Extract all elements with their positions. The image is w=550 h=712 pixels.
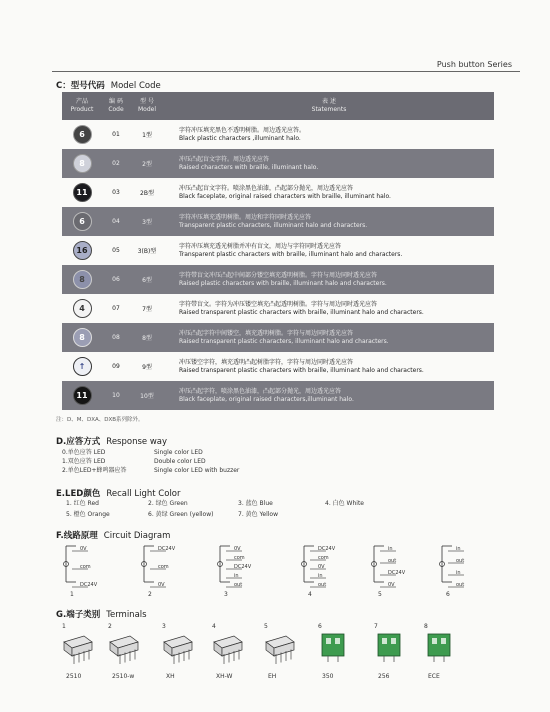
- response-item-en: Single color LED with buzzer: [154, 467, 240, 474]
- product-cell: [62, 212, 102, 231]
- statement-cn: 字符带盲文冲压凸起中间部分镂空填充透明树脂。字符与周边同时透光应答: [179, 271, 378, 279]
- header-rule: [52, 71, 520, 72]
- model-cell: 10型: [140, 393, 154, 400]
- table-row: [62, 352, 494, 381]
- table-row: [62, 323, 494, 352]
- section-d-title: [56, 435, 167, 447]
- col-product-cn: 产品: [75, 98, 88, 105]
- col-model-en: Model: [137, 106, 156, 113]
- model-cell: 9型: [142, 364, 152, 371]
- response-item-en: Double color LED: [154, 458, 206, 465]
- table-row: [62, 120, 494, 149]
- code-cell: 10: [112, 392, 120, 399]
- terminal-block-icon: [322, 634, 344, 656]
- product-cell: [62, 125, 102, 144]
- circuit-diagram: [142, 546, 176, 598]
- circuit-diagram: [372, 546, 406, 598]
- circuit-label: com: [158, 564, 169, 570]
- col-product: [62, 92, 102, 120]
- response-list-en: [154, 448, 239, 475]
- product-cell: [62, 270, 102, 289]
- terminal-name: ECE: [428, 673, 440, 680]
- product-cell: [62, 386, 102, 405]
- product-cell: [62, 241, 102, 260]
- push-button-icon: 6: [73, 212, 92, 231]
- statement-en: Raised transparent plastic characters, illuminant halo and characters.: [179, 337, 389, 345]
- circuit-label: DC24V: [388, 570, 406, 576]
- statement-cn: 冲压凸起盲文字符。周边透光应答: [179, 155, 270, 163]
- model-cell: 6型: [142, 277, 152, 284]
- statement-cn: 冲压凸起字符，喷涂黑色油漆，凸起部分抛光，周边透光应答: [179, 387, 342, 395]
- section-g-title: [56, 608, 147, 620]
- circuit-label: out: [456, 582, 465, 588]
- led-color-6: 6. 黄绿 Green (yellow): [148, 511, 214, 518]
- statement-en: Raised transparent plastic characters with braille, illuminant halo and characters.: [179, 308, 424, 316]
- terminal-name: 256: [378, 673, 390, 680]
- section-g-title-cn: G.端子类别: [56, 610, 101, 620]
- push-button-icon: 6: [73, 125, 92, 144]
- circuit-label: in: [456, 570, 461, 576]
- circuit-number: 6: [446, 591, 450, 598]
- col-code-en: Code: [108, 106, 124, 113]
- led-color-5: 5. 橙色 Orange: [66, 511, 110, 518]
- code-cell: 02: [112, 160, 120, 167]
- statement-cn: 字符冲压填充透明树脂。周边和字符同时透光应答: [179, 213, 312, 221]
- product-cell: [62, 328, 102, 347]
- terminal-number: 1: [62, 623, 66, 630]
- circuit-diagram: [440, 546, 465, 598]
- circuit-label: 0V: [80, 546, 87, 552]
- circuit-label: DC24V: [234, 564, 252, 570]
- circuit-number: 2: [148, 591, 152, 598]
- circuit-label: in: [456, 546, 461, 552]
- push-button-icon: 8: [73, 154, 92, 173]
- terminal-number: 6: [318, 623, 322, 630]
- statement-cn: 冲压凸起字符中间镂空，填充透明树脂。字符与周边同时透光应答: [179, 329, 354, 337]
- statement-en: Raised transparent plastic characters with braille, illuminant halo and characters.: [179, 366, 424, 374]
- table-row: [62, 149, 494, 178]
- response-item-en: Single color LED: [154, 449, 203, 456]
- code-cell: 09: [112, 363, 120, 370]
- circuit-label: DC24V: [80, 582, 98, 588]
- product-cell: [62, 357, 102, 376]
- product-cell: [62, 154, 102, 173]
- terminal-number: 5: [264, 623, 268, 630]
- product-cell: [62, 299, 102, 318]
- terminal-number: 7: [374, 623, 378, 630]
- terminal-name: 2510-w: [112, 673, 135, 680]
- table-row: [62, 294, 494, 323]
- statement-en: Transparent plastic characters with braille, illuminant halo and characters.: [179, 250, 403, 258]
- model-code-table: [62, 92, 494, 410]
- code-cell: 04: [112, 218, 120, 225]
- statement-cell: [164, 156, 494, 172]
- statement-cell: [164, 272, 494, 288]
- section-e-title-cn: E.LED颜色: [56, 489, 101, 499]
- circuit-label: DC24V: [318, 546, 336, 552]
- led-color-2: 2. 绿色 Green: [148, 500, 188, 507]
- circuit-label: com: [234, 555, 245, 561]
- section-d-title-en: Response way: [106, 437, 168, 447]
- statement-cn: 冲压凸起盲文字符。喷涂黑色油漆，凸起部分抛光，周边透光应答: [179, 184, 354, 192]
- section-g-title-en: Terminals: [106, 610, 147, 620]
- circuit-label: DC24V: [158, 546, 176, 552]
- led-color-3: 3. 蓝色 Blue: [238, 500, 273, 507]
- push-button-icon: ↑: [73, 357, 92, 376]
- circuit-label: out: [388, 558, 397, 564]
- section-c-title: [56, 79, 161, 91]
- statement-cell: [164, 127, 494, 143]
- model-cell: 1型: [142, 132, 152, 139]
- circuit-label: com: [318, 555, 329, 561]
- terminal-item: [162, 623, 192, 680]
- section-e-title-en: Recall Light Color: [106, 489, 181, 499]
- led-color-4: 4. 白色 White: [325, 500, 364, 507]
- statement-en: Black plastic characters ,illuminant halo.: [179, 134, 301, 142]
- col-code: [102, 92, 130, 120]
- terminal-number: 4: [212, 623, 216, 630]
- model-cell: 2B型: [140, 190, 154, 197]
- terminal-item: [374, 623, 400, 680]
- terminal-name: XH: [166, 673, 175, 680]
- statement-cn: 字符带盲文。字符为冲压镂空填充凸起透明树脂。字符与周边同时透光应答: [179, 300, 378, 308]
- model-cell: 7型: [142, 306, 152, 313]
- push-button-icon: 8: [73, 328, 92, 347]
- circuit-label: 0V: [234, 546, 241, 552]
- table-row: [62, 265, 494, 294]
- response-item-cn: 0.单色应答 LED: [62, 449, 106, 456]
- statement-en: Transparent plastic characters, illuminant halo and characters.: [179, 221, 368, 229]
- table-note: 注：D、M、DXA、DXB系列除外。: [56, 417, 144, 423]
- code-cell: 01: [112, 131, 120, 138]
- terminal-item: [108, 623, 138, 680]
- model-cell: 8型: [142, 335, 152, 342]
- col-model-cn: 型 号: [140, 98, 154, 105]
- section-f-title-cn: F.线路原理: [56, 531, 98, 541]
- circuit-number: 4: [308, 591, 312, 598]
- model-cell: 3(B)型: [137, 248, 157, 255]
- response-item-cn: 1.双色应答 LED: [62, 458, 106, 465]
- terminal-block-icon: [428, 634, 450, 656]
- circuit-diagrams: [0, 538, 550, 600]
- terminal-images: [0, 620, 550, 682]
- statement-cn: 字符冲压填充黑色不透明树脂。周边透光应答。: [179, 126, 306, 134]
- push-button-icon: 11: [73, 386, 92, 405]
- statement-cell: [164, 330, 494, 346]
- code-cell: 06: [112, 276, 120, 283]
- code-cell: 03: [112, 189, 120, 196]
- model-cell: 2型: [142, 161, 152, 168]
- statement-cell: [164, 359, 494, 375]
- product-cell: [62, 183, 102, 202]
- statement-cn: 字符冲压填充透光树脂并冲有盲文，周边与字符同时透光应答: [179, 242, 342, 250]
- terminal-name: 350: [322, 673, 334, 680]
- response-list-cn: [62, 448, 127, 475]
- section-c-title-en: Model Code: [110, 81, 161, 91]
- circuit-diagram: [64, 546, 98, 598]
- terminal-item: [212, 623, 242, 680]
- circuit-label: 0V: [318, 564, 325, 570]
- terminal-item: [424, 623, 450, 680]
- statement-en: Black faceplate, original raised characters with braille, illuminant halo.: [179, 192, 391, 200]
- code-cell: 05: [112, 247, 120, 254]
- table-row: [62, 236, 494, 265]
- circuit-diagram: [302, 546, 336, 598]
- section-c-title-cn: C：型号代码: [56, 81, 105, 91]
- statement-cell: [164, 301, 494, 317]
- push-button-icon: 16: [73, 241, 92, 260]
- section-f-title-en: Circuit Diagram: [103, 531, 171, 541]
- terminal-name: 2510: [66, 673, 82, 680]
- statement-cell: [164, 214, 494, 230]
- statement-cell: [164, 388, 494, 404]
- table-row: [62, 178, 494, 207]
- code-cell: 07: [112, 305, 120, 312]
- terminal-number: 8: [424, 623, 428, 630]
- col-code-cn: 编 码: [109, 98, 123, 105]
- response-item-cn: 2.单色LED+蜂鸣器应答: [62, 467, 127, 474]
- circuit-diagram: [218, 546, 252, 598]
- statement-en: Raised characters with braille, illuminant halo.: [179, 163, 319, 171]
- circuit-number: 3: [224, 591, 228, 598]
- circuit-label: in: [234, 573, 239, 579]
- col-stmt-en: Statements: [311, 106, 347, 113]
- col-product-en: Product: [70, 106, 94, 113]
- circuit-label: com: [80, 564, 91, 570]
- terminal-name: EH: [268, 673, 277, 680]
- circuit-number: 1: [70, 591, 74, 598]
- table-row: [62, 207, 494, 236]
- terminal-item: [264, 623, 294, 680]
- terminal-item: [62, 623, 92, 680]
- led-color-1: 1. 红色 Red: [66, 500, 99, 507]
- col-stmt-cn: 表 述: [322, 98, 336, 105]
- table-body: [62, 120, 494, 410]
- circuit-number: 5: [378, 591, 382, 598]
- terminal-item: [318, 623, 344, 680]
- code-cell: 08: [112, 334, 120, 341]
- section-d-title-cn: D.应答方式: [56, 437, 101, 447]
- circuit-label: out: [318, 582, 327, 588]
- series-title: Push button Series: [436, 60, 512, 69]
- section-e-title: [56, 487, 181, 499]
- push-button-icon: 11: [73, 183, 92, 202]
- circuit-label: out: [234, 582, 243, 588]
- terminal-number: 2: [108, 623, 112, 630]
- col-statements: [164, 92, 494, 120]
- terminal-number: 3: [162, 623, 166, 630]
- circuit-label: in: [318, 573, 323, 579]
- col-model: [130, 92, 164, 120]
- terminal-block-icon: [378, 634, 400, 656]
- circuit-label: in: [388, 546, 393, 552]
- statement-en: Raised plastic characters with braille, illuminant halo and characters.: [179, 279, 387, 287]
- statement-en: Black faceplate, original raised characters,illuminant halo.: [179, 395, 354, 403]
- push-button-icon: 8: [73, 270, 92, 289]
- led-color-7: 7. 黄色 Yellow: [238, 511, 279, 518]
- circuit-label: out: [456, 558, 465, 564]
- push-button-icon: 4: [73, 299, 92, 318]
- statement-cell: [164, 185, 494, 201]
- statement-cell: [164, 243, 494, 259]
- circuit-label: 0V: [158, 582, 165, 588]
- statement-cn: 冲压镂空字符，填充透明凸起树脂字符，字符与周边同时透光应答: [179, 358, 354, 366]
- terminal-name: XH-W: [216, 673, 233, 680]
- table-row: [62, 381, 494, 410]
- table-header: [62, 92, 494, 120]
- model-cell: 3型: [142, 219, 152, 226]
- circuit-label: 0V: [388, 582, 395, 588]
